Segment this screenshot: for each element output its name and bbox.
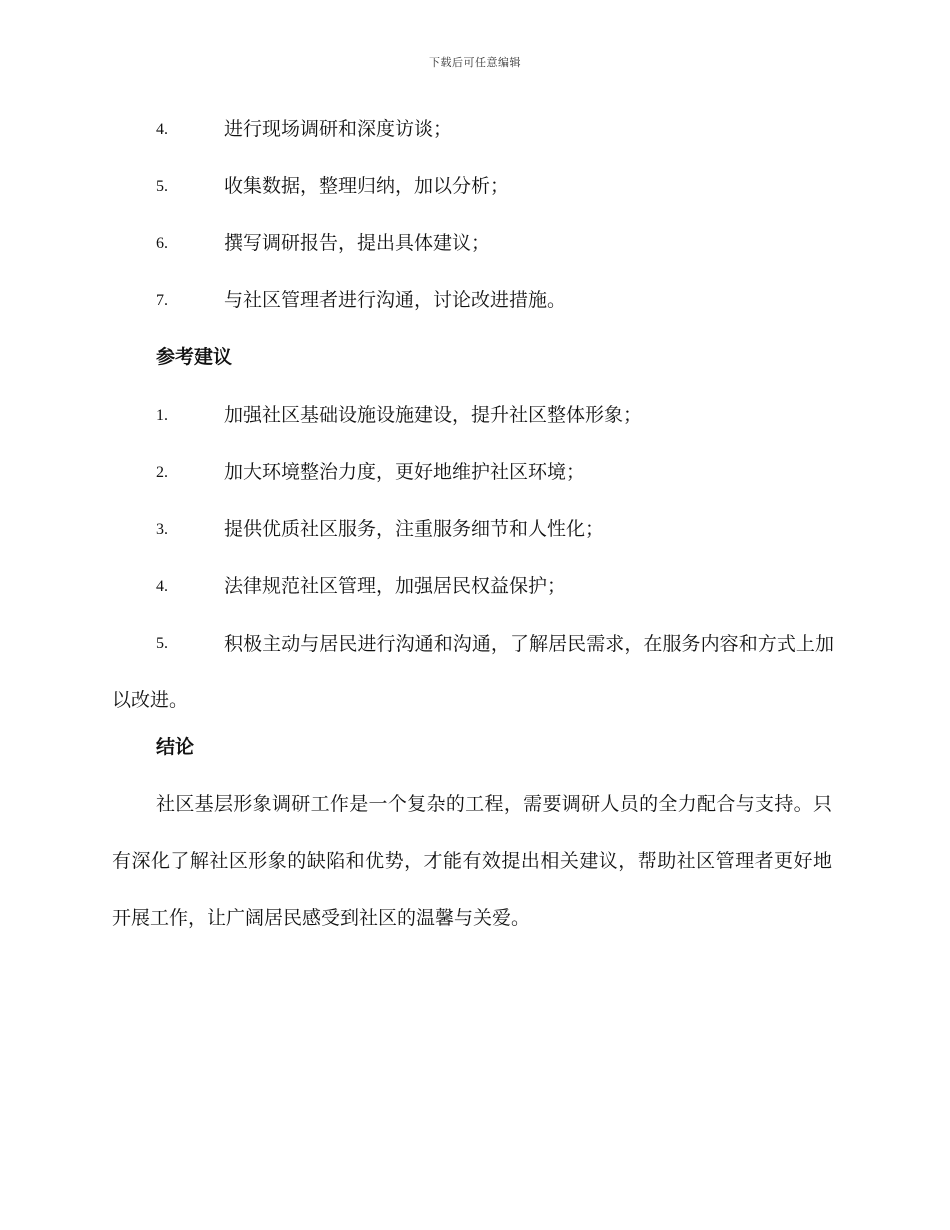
- step-number: 5.: [156, 178, 168, 195]
- suggestion-number: 1.: [156, 407, 168, 424]
- suggestion-text: 积极主动与居民进行沟通和沟通，了解居民需求，在服务内容和方式上加以改进。: [112, 633, 834, 711]
- suggestion-text: 加强社区基础设施设施建设，提升社区整体形象；: [224, 404, 643, 426]
- suggestion-item: [156, 501, 846, 558]
- step-number: 4.: [156, 121, 168, 138]
- step-item: [156, 101, 846, 158]
- suggestion-text: 提供优质社区服务，注重服务细节和人性化；: [224, 518, 605, 540]
- step-text: 收集数据，整理归纳，加以分析；: [224, 175, 510, 197]
- step-item: [156, 272, 846, 329]
- conclusion-paragraph: 社区基层形象调研工作是一个复杂的工程，需要调研人员的全力配合与支持。只有深化了解社区形象的缺陷和优势，才能有效提出相关建议，帮助社区管理者更好地开展工作，让广阔居民感受到社区的温馨与关爱。: [112, 793, 832, 929]
- suggestion-number: 3.: [156, 521, 168, 538]
- step-text: 撰写调研报告，提出具体建议；: [224, 232, 491, 254]
- suggestion-text: 法律规范社区管理，加强居民权益保护；: [224, 575, 567, 597]
- suggestion-item: [156, 387, 846, 444]
- suggestion-number: 4.: [156, 578, 168, 595]
- suggestion-number: 2.: [156, 464, 168, 481]
- step-text: 进行现场调研和深度访谈；: [224, 118, 453, 140]
- step-item: [156, 158, 846, 215]
- section-heading-suggestions: 参考建议: [156, 346, 233, 368]
- step-number: 7.: [156, 292, 168, 309]
- suggestion-item: [112, 616, 834, 728]
- step-item: [156, 215, 846, 272]
- step-text: 与社区管理者进行沟通，讨论改进措施。: [224, 289, 567, 311]
- section-heading-conclusion: 结论: [156, 736, 195, 758]
- suggestion-item: [156, 444, 846, 501]
- suggestion-text: 加大环境整治力度，更好地维护社区环境；: [224, 461, 586, 483]
- suggestion-item: [156, 558, 846, 615]
- step-number: 6.: [156, 235, 168, 252]
- suggestion-number: 5.: [156, 635, 168, 652]
- page-header: 下载后可任意编辑: [429, 56, 521, 69]
